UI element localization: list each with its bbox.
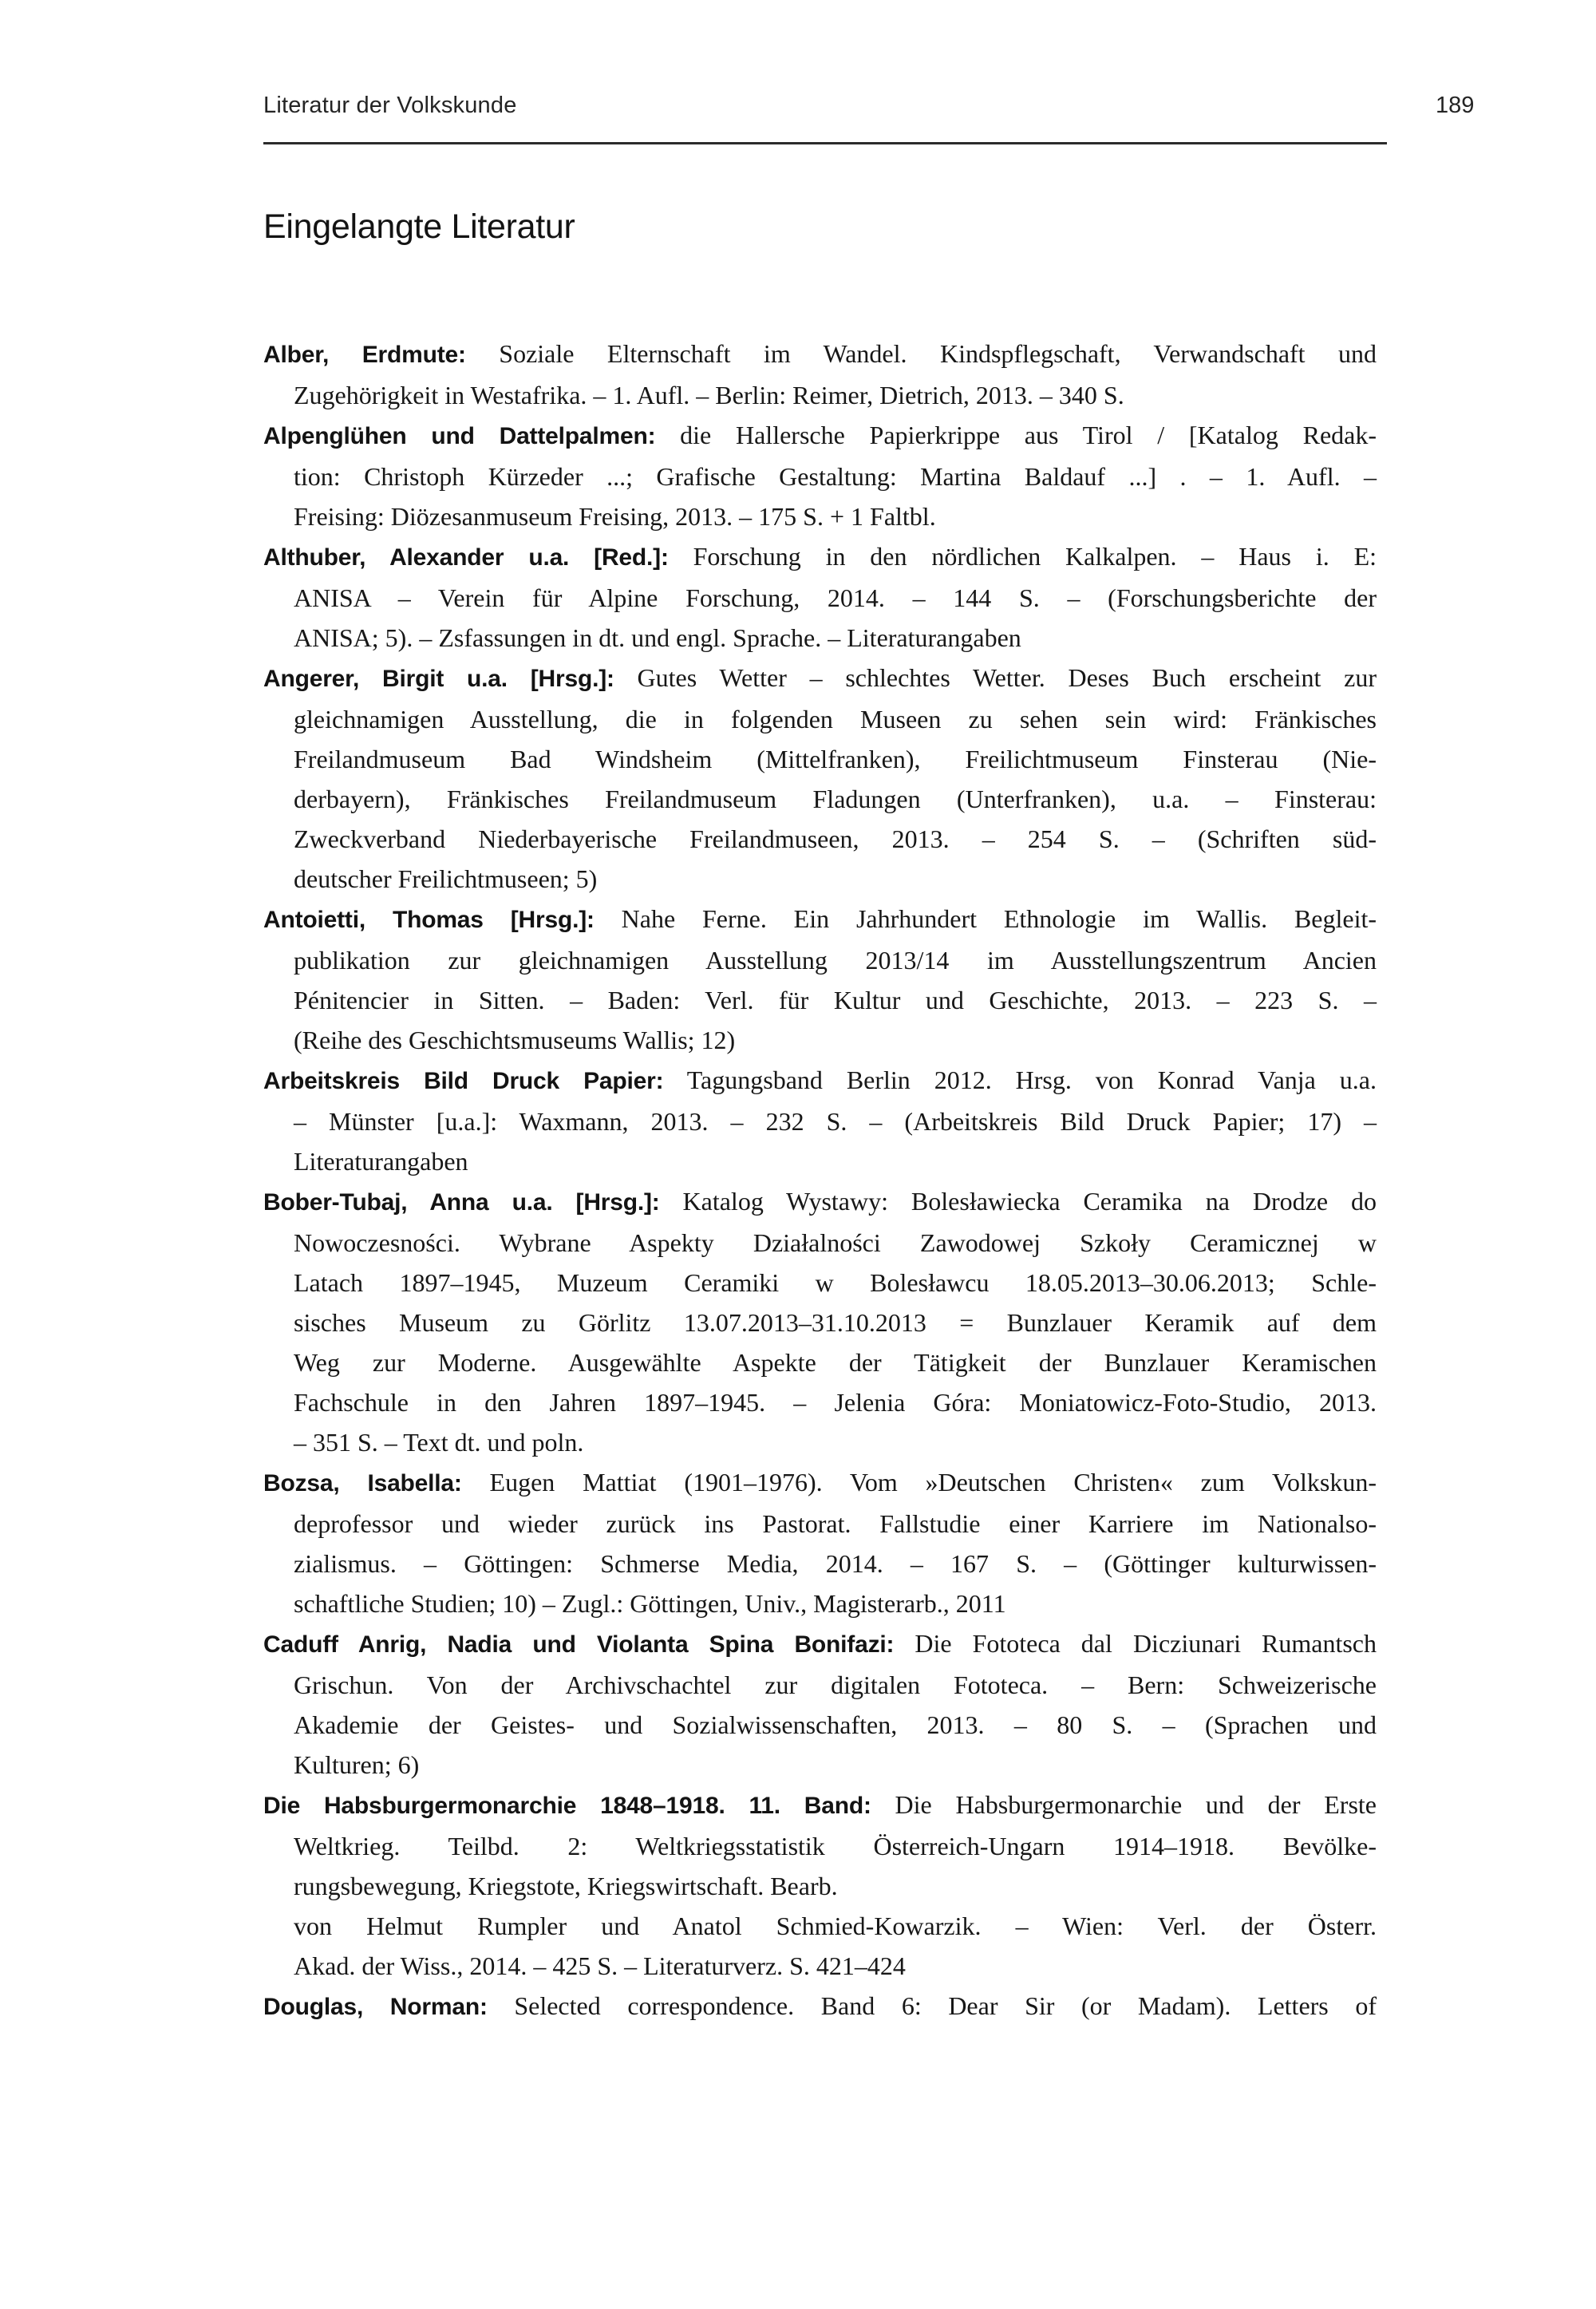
bibliography-entry	[263, 1462, 1377, 1623]
entry-line	[263, 1263, 1377, 1303]
entry-line	[263, 1020, 1377, 1060]
entry-line	[263, 415, 1377, 457]
bibliography-entry	[263, 1785, 1377, 1986]
entry-line	[263, 658, 1377, 699]
entry-line	[263, 457, 1377, 496]
header-rule	[263, 142, 1387, 144]
entry-line	[263, 1223, 1377, 1263]
entry-line	[263, 779, 1377, 819]
entry-text: von Helmut Rumpler und Anatol Schmied-Kowarzik. – Wien: Verl. der Österr.	[294, 1912, 1377, 1940]
entry-line	[263, 739, 1377, 779]
entry-text: Freising: Diözesanmuseum Freising, 2013. – 175 S. + 1 Faltbl.	[294, 502, 936, 531]
entry-line	[263, 1583, 1377, 1623]
entry-line	[263, 859, 1377, 899]
entry-line	[263, 699, 1377, 739]
entry-text: Nowoczesności. Wybrane Aspekty Działalności Zawodowej Szkoły Ceramicznej w	[294, 1228, 1377, 1257]
entry-text: Eugen Mattiat (1901–1976). Vom »Deutschen Christen« zum Volkskun-	[461, 1468, 1377, 1497]
entry-author-label: Bozsa, Isabella:	[263, 1470, 462, 1497]
entry-line	[263, 1906, 1377, 1946]
entry-text: die Hallersche Papierkrippe aus Tirol / [Katalog Redak-	[655, 421, 1377, 449]
entry-author-label: Alpenglühen und Dattelpalmen:	[263, 423, 656, 449]
entry-author-label: Caduff Anrig, Nadia und Violanta Spina Bonifazi:	[263, 1631, 895, 1658]
entry-line	[263, 1342, 1377, 1382]
entry-text: Latach 1897–1945, Muzeum Ceramiki w Bolesławcu 18.05.2013–30.06.2013; Schle-	[294, 1268, 1377, 1297]
entry-text: Gutes Wetter – schlechtes Wetter. Deses Buch erscheint zur	[614, 663, 1377, 692]
entry-text: derbayern), Fränkisches Freilandmuseum Fladungen (Unterfranken), u.a. – Finsterau:	[294, 785, 1377, 813]
entry-line	[263, 496, 1377, 536]
bibliography-entry	[263, 1623, 1377, 1785]
entry-text: Akad. der Wiss., 2014. – 425 S. – Literaturverz. S. 421–424	[294, 1951, 906, 1980]
bibliography-entry	[263, 1060, 1377, 1181]
entry-line	[263, 1785, 1377, 1826]
bibliography-entry	[263, 658, 1377, 899]
entry-text: Soziale Elternschaft im Wandel. Kindspflegschaft, Verwandschaft und	[465, 339, 1377, 368]
entry-author-label: Alber, Erdmute:	[263, 342, 466, 368]
entry-line	[263, 536, 1377, 578]
entry-line	[263, 1946, 1377, 1986]
bibliography-entry	[263, 334, 1377, 415]
entry-author-label: Die Habsburgermonarchie 1848–1918. 11. Band:	[263, 1793, 871, 1819]
entry-line	[263, 899, 1377, 940]
entry-text: Forschung in den nördlichen Kalkalpen. – Haus i. E:	[668, 542, 1377, 571]
section-title: Eingelangte Literatur	[263, 208, 575, 246]
entry-line	[263, 1101, 1377, 1141]
entry-text: Akademie der Geistes- und Sozialwissenschaften, 2013. – 80 S. – (Sprachen und	[294, 1710, 1377, 1739]
entry-text: rungsbewegung, Kriegstote, Kriegswirtschaft. Bearb.	[294, 1872, 838, 1900]
entry-text: – Münster [u.a.]: Waxmann, 2013. – 232 S. – (Arbeitskreis Bild Druck Papier; 17) –	[294, 1107, 1377, 1136]
entry-text: Tagungsband Berlin 2012. Hrsg. von Konrad Vanja u.a.	[663, 1066, 1377, 1094]
entry-line	[263, 1382, 1377, 1422]
bibliography-list	[263, 334, 1377, 2027]
entry-line	[263, 334, 1377, 375]
entry-text: Zugehörigkeit in Westafrika. – 1. Aufl. – Berlin: Reimer, Dietrich, 2013. – 340 S.	[294, 381, 1124, 409]
bibliography-entry	[263, 536, 1377, 658]
entry-author-label: Angerer, Birgit u.a. [Hrsg.]:	[263, 666, 614, 692]
entry-text: deprofessor und wieder zurück ins Pastorat. Fallstudie einer Karriere im Nationalso-	[294, 1509, 1377, 1538]
entry-line	[263, 1866, 1377, 1906]
entry-line	[263, 1986, 1377, 2027]
entry-text: Selected correspondence. Band 6: Dear Sir (or Madam). Letters of	[487, 1991, 1377, 2020]
entry-line	[263, 1826, 1377, 1866]
entry-line	[263, 1544, 1377, 1583]
entry-line	[263, 1462, 1377, 1504]
entry-text: Fachschule in den Jahren 1897–1945. – Jelenia Góra: Moniatowicz-Foto-Studio, 2013.	[294, 1388, 1377, 1417]
entry-text: – 351 S. – Text dt. und poln.	[294, 1428, 584, 1457]
entry-line	[263, 1422, 1377, 1462]
entry-text: Freilandmuseum Bad Windsheim (Mittelfranken), Freilichtmuseum Finsterau (Nie-	[294, 745, 1377, 773]
entry-text: schaftliche Studien; 10) – Zugl.: Göttingen, Univ., Magisterarb., 2011	[294, 1589, 1006, 1618]
entry-text: ANISA; 5). – Zsfassungen in dt. und engl. Sprache. – Literaturangaben	[294, 623, 1021, 652]
entry-line	[263, 1504, 1377, 1544]
entry-text: Die Fototeca dal Dicziunari Rumantsch	[894, 1629, 1377, 1658]
entry-line	[263, 618, 1377, 658]
entry-text: tion: Christoph Kürzeder ...; Grafische Gestaltung: Martina Baldauf ...] . – 1. Aufl. –	[294, 462, 1377, 491]
entry-text: Grischun. Von der Archivschachtel zur digitalen Fototeca. – Bern: Schweizerische	[294, 1670, 1377, 1699]
entry-line	[263, 1141, 1377, 1181]
entry-line	[263, 980, 1377, 1020]
bibliography-entry	[263, 415, 1377, 536]
entry-text: gleichnamigen Ausstellung, die in folgenden Museen zu sehen sein wird: Fränkisches	[294, 705, 1377, 733]
entry-author-label: Antoietti, Thomas [Hrsg.]:	[263, 907, 595, 933]
entry-text: publikation zur gleichnamigen Ausstellung 2013/14 im Ausstellungszentrum Ancien	[294, 946, 1377, 975]
entry-line	[263, 1705, 1377, 1745]
entry-text: Literaturangaben	[294, 1147, 468, 1176]
entry-text: sisches Museum zu Görlitz 13.07.2013–31.10.2013 = Bunzlauer Keramik auf dem	[294, 1308, 1377, 1337]
entry-line	[263, 1623, 1377, 1665]
entry-line	[263, 1181, 1377, 1223]
entry-line	[263, 940, 1377, 980]
entry-text: Weltkrieg. Teilbd. 2: Weltkriegsstatistik Österreich-Ungarn 1914–1918. Bevölke-	[294, 1832, 1377, 1860]
running-header: Literatur der Volkskunde	[263, 93, 517, 118]
page-number: 189	[1436, 93, 1475, 118]
entry-text: deutscher Freilichtmuseen; 5)	[294, 864, 598, 893]
entry-text: Pénitencier in Sitten. – Baden: Verl. für Kultur und Geschichte, 2013. – 223 S. –	[294, 986, 1377, 1014]
entry-line	[263, 819, 1377, 859]
bibliography-entry	[263, 1181, 1377, 1462]
bibliography-entry	[263, 899, 1377, 1060]
entry-text: Die Habsburgermonarchie und der Erste	[871, 1790, 1377, 1819]
entry-text: Zweckverband Niederbayerische Freilandmuseen, 2013. – 254 S. – (Schriften süd-	[294, 824, 1377, 853]
entry-line	[263, 1665, 1377, 1705]
entry-line	[263, 1060, 1377, 1101]
entry-author-label: Althuber, Alexander u.a. [Red.]:	[263, 544, 669, 571]
entry-author-label: Bober-Tubaj, Anna u.a. [Hrsg.]:	[263, 1189, 660, 1216]
entry-line	[263, 1303, 1377, 1342]
entry-text: zialismus. – Göttingen: Schmerse Media, 2014. – 167 S. – (Göttinger kulturwissen-	[294, 1549, 1377, 1578]
entry-line	[263, 578, 1377, 618]
entry-text: Nahe Ferne. Ein Jahrhundert Ethnologie im Wallis. Begleit-	[594, 904, 1377, 933]
entry-author-label: Arbeitskreis Bild Druck Papier:	[263, 1068, 664, 1094]
entry-text: (Reihe des Geschichtsmuseums Wallis; 12)	[294, 1026, 736, 1054]
entry-line	[263, 375, 1377, 415]
entry-author-label: Douglas, Norman:	[263, 1994, 488, 2020]
entry-text: Katalog Wystawy: Bolesławiecka Ceramika na Drodze do	[659, 1187, 1377, 1216]
bibliography-entry	[263, 1986, 1377, 2027]
entry-text: Kulturen; 6)	[294, 1750, 420, 1779]
entry-text: Weg zur Moderne. Ausgewählte Aspekte der Tätigkeit der Bunzlauer Keramischen	[294, 1348, 1377, 1377]
entry-line	[263, 1745, 1377, 1785]
entry-text: ANISA – Verein für Alpine Forschung, 2014. – 144 S. – (Forschungsberichte der	[294, 583, 1377, 612]
